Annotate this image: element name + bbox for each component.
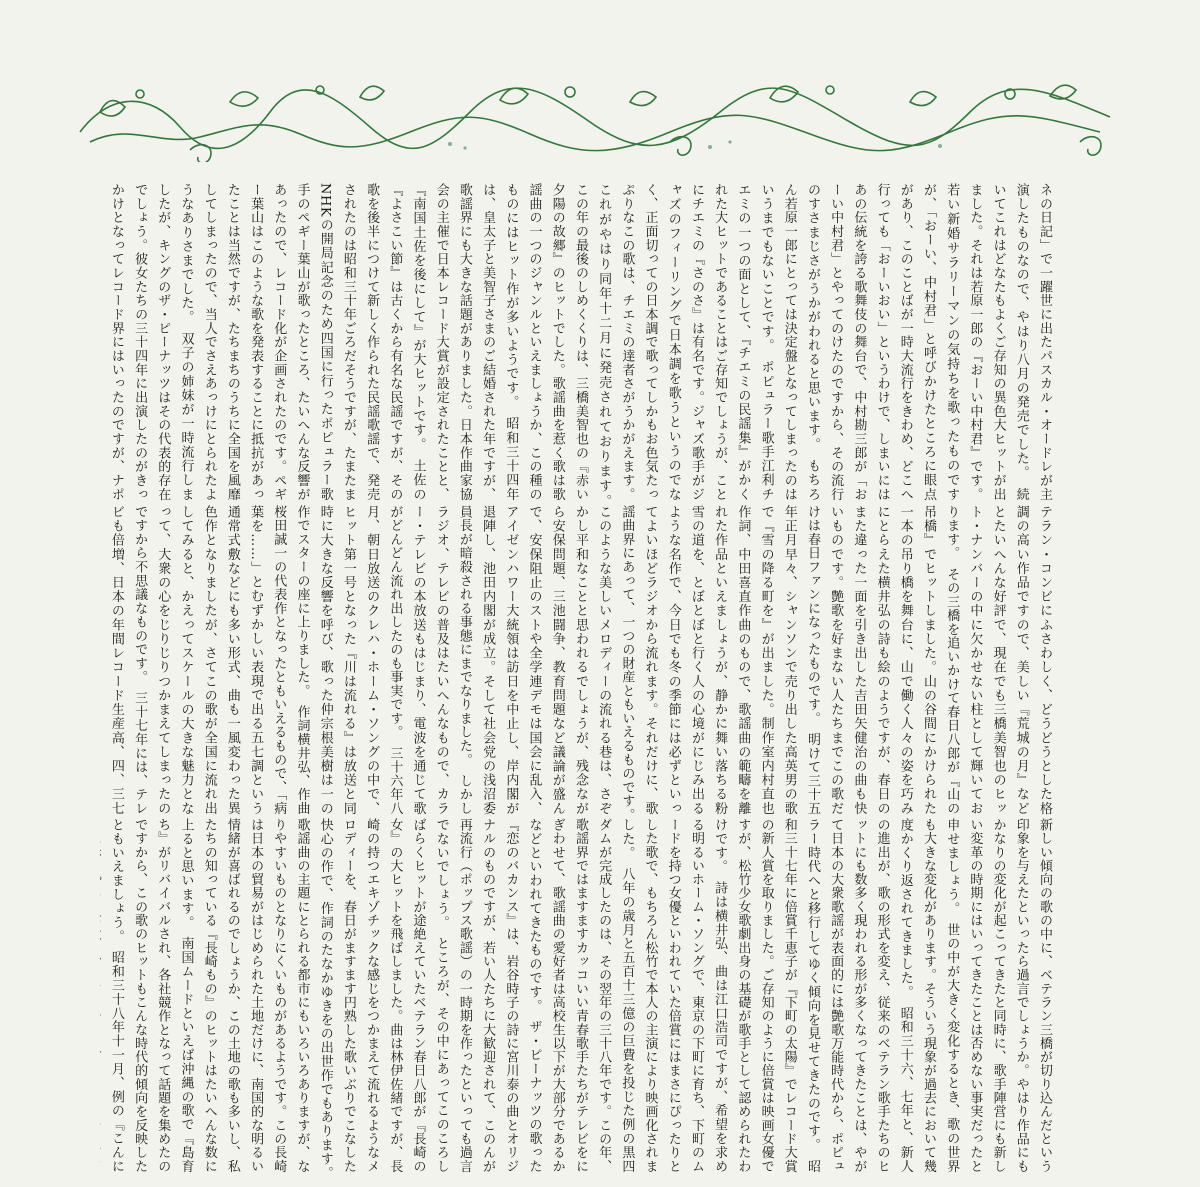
leaf [1050,85,1076,99]
paragraph-text: 新しい傾向の歌の中に、ベテラン三橋が切り込んだという印象を与えたといったら過言でしょうか。やはり作品にもかなりの変化が起こってきたと同時に、歌手陣営にも新しい変革の時期にはいってきたことは否めない事実だったと申せましょう。 世の中が大きく変化するとき、歌の世界も大きな変化があります。そういう現象が過去において幾度かくり返されてきました。 昭和三十六、七年と、新人の進出が、歌の形式を変え、従来のベテラン歌手たちのヒットにも数多く現われる形が多くなってきたことは、やがて日本の大衆歌謡が表面的には艶歌万能時代から、ポピュラー時代へと移行してゆく傾向を見せてきたのです。 昭和三十七年に倍賞千恵子が『下町の太陽』でレコード大賞の新人賞を取りました。ご存知のように倍賞は映画女優ですが、松竹少女歌劇出身の基礎が歌手として認められたわけです。 詩は横井弘、曲は江口浩司ですが、希望を求める明るいホーム・ソングで、東京の下町に育ち、下町のムードを持つ女優といわれていた倍賞にはまさにぴったりとした歌で、もちろん松竹で本人の主演により映画化されました。 八年の歳月と五百十三億の巨費を投じた例の黒四ダムが完成したのは、その翌年の三十八年です。この年、歌謡界ではますますカッコいい青春歌手たちがテレビをにぎわせて、歌謡曲の愛好者は高校生以下が大部分であるかなどといわれてきたものです。 ザ・ピーナッツの歌った『恋のバカンス』は、岩谷時子の詩に宮川泰の曲とオリジナルのものですが、若い人たちに大歓迎されて、このんが再流行（ポップス歌謡）の一時期を作ったといっても過言でないでしょう。 ところが、その中にあってこのころしばらくヒットが途絶えていたベテラン春日八郎が『長崎の女』の大ヒットを飛ばしました。曲は林伊佐緒ですが、長崎の持つエキゾチックな感じをつかまえて流れるようなメロディーを、春日がますます円熟した歌いぶりでこなした快心の作で、作詞のたなかゆきをの出世作でもあります。 歌謡曲の主題にとられる都市にもいろいろありますが、なりやすいものとなりにくいものがあるようです。この長崎は日本の貿易がはじめられた土地だけに、南国的な明るい情緒が喜ばれるのでしょうか、この土地の歌も多いし、私たちの知っている『長崎もの』のヒットはたいへんな数に上ると思います。 南国ムードといえば沖縄の歌で『島育ち』がリバイバルされ、各社競作となって話題を集めたのですから、この歌のヒットもこんな時代的傾向を反映したともいえましょう。 昭和三十八年十一月、例の『こんに [108,818,1052,1173]
floral-ornament-banner [70,72,1130,162]
curl [190,145,211,162]
text-block-upper [108,183,1056,501]
leaf [360,86,384,100]
text-block-lower [100,818,1056,1173]
paragraph-text: テラン・コンビにふさわしく、どうどうとした格調の高い作品ですので、美しい『荒城の月』などとたいへんな好評で、現在でも三橋美智也のヒット・ナンバーの中に欠かせない柱として輝いております。 その三橋を追いかけて春日八郎が『山の吊橋』でヒットしました。山の谷間にかけられた一本の吊り橋を舞台に、山で働く人々の姿を巧みにとらえた横井弘の詩も絵のようですが、春日のまた違った一面を引き出した吉田矢健治の曲も快いものです。艶歌を好まない人たちまでこの歌だけは春日ファンになったものです。 明けて三十五年正月早々、シャンソンで売り出した高英男の歌で『雪の降る町を』が出ました。制作室内村直也作詞、中田喜直作曲のもので、歌謡曲の範疇を離れた作品といえましょうが、静かに舞い落ちる粉雪の道を、とぼとぼと行く人の心境がにじみ出るような名作で、今日でも冬の季節には必ずといってよいほどラジオから流れます。それだけに、歌謡曲界にあって、一つの財産ともいえるものです。 このような美しいメロディーの流れる巷は、さぞかし平和なことと思われるでしょうが、残念ながら安保問題、三池闘争、教育問題など議論が盛んで、安保阻止のストや全学連デモは国会に乱入、アイゼンハワー大統領は訪日を中止し、岸内閣が退陣し、池田内閣が成立。そして社会党の浅沼委員長が暗殺される事態にまでなりました。 しかしラジオ、テレビの普及はたいへんなもので、カラー・テレビの本放送もはじまり、電波を通じて歌がどんどん流れ出したのも事実です。 三十六年八月、朝日放送のクレハ・ホーム・ソングの中で、ヒット第一号となった『川は流れる』は放送と同時に大きな反響を呼び、歌った仲宗根美樹は一の作でスターの座に上りました。 作詞横井弘、作曲桜田誠一の代表作となったともいえるもので、「病葉を……」とむずかしい表現で出る五七調という通常式敷などにも多い形式、曲も一風変わった異色作となりましたが、さてこの歌が全国に流れ出してみると、かえってスケールの大きな魅力となって、大衆の心をじりじりつかまえてしまったのですから不思議なものです。 三十七年には、テレビも倍増、日本の年間レコード生産高、四、三七 [108,505,1052,815]
leaf [100,101,125,116]
flower [136,90,144,98]
leaf [630,92,656,106]
paragraph-text: ネの日記」で一躍世に出たパスカル・オードレが主演したものなので、やはり八月の発売でした。 続いてこれはどなたもよくご存知の異色大ヒットが出ました。それは若原一郎の『おーい中村君』です。若い新婚サラリーマンの気持ちを歌ったものですが、「おーい、中村君」と呼びかけたところに眼点があり、このことばが一時大流行をきわめ、どこへ行っても「おーいおい」というわけで、しまいにはあの伝統を誇る歌舞伎の舞台で、中村勘三郎が「おーい中村君」とやってのけたのですから、その流行のすさまじさがうかがわれると思います。 もちろん若原一郎にとっては決定盤となってしまったのはいうまでもないことです。 ポピュラー歌手江利チエミの一つの面として、『チエミの民謡集』がかくれた大ヒットであることはご存知でしょうが、ことにチエミの『さのさ』は有名です。ジャズ歌手がジャズのフィーリングで日本調を歌うというのでなく、正面切っての日本調で歌ってしかもお色気たっぷりなこの歌は、チエミの達者さがうかがえます。これがやはり同年十二月に発売されております。 この年の最後のしめくくりは、三橋美智也の『赤い夕陽の故郷』のヒットでした。歌謡曲を惹く歌は歌謡曲の一つのジャンルといえましょうか、この種のものにはヒット作が多いようです。 昭和三十四年は、皇太子と美智子さまのご結婚された年ですが、歌謡界にも大きな話題がありました。日本作曲家協会の主催で日本レコード大賞が設定されたことと、『南国土佐を後にして』が大ヒットです。 土佐の『よさこい節』は古くから有名な民謡ですが、その歌を後半につけて新しく作られた民謡歌謡で、発売されたのは昭和三十年ごろだそうですが、たまたまNHKの開局記念のため四国に行ったポピュラー歌手のペギー葉山が歌ったところ、たいへんな反響があったので、レコード化が企画されたのです。ペギー葉山はこのような歌を発表することに抵抗があったことは当然ですが、たちまちのうちに全国を風靡してしまったので、当人でさえあっけにとられたようなありさまでした。 双子の姉妹が一時流行しましたが、キングのザ・ピーナッツはその代表的存在でしょう。彼女たちの三十四年に出演したのがきっかけとなってレコード界にはいったのですが、ナポ [108,183,1052,501]
leaf [910,92,936,106]
leaf [230,92,258,106]
curl [670,137,691,155]
flower [565,87,575,97]
text-block-middle [108,505,1056,815]
curl [1080,137,1101,155]
flower [826,86,834,94]
vine-stroke [90,115,1100,150]
